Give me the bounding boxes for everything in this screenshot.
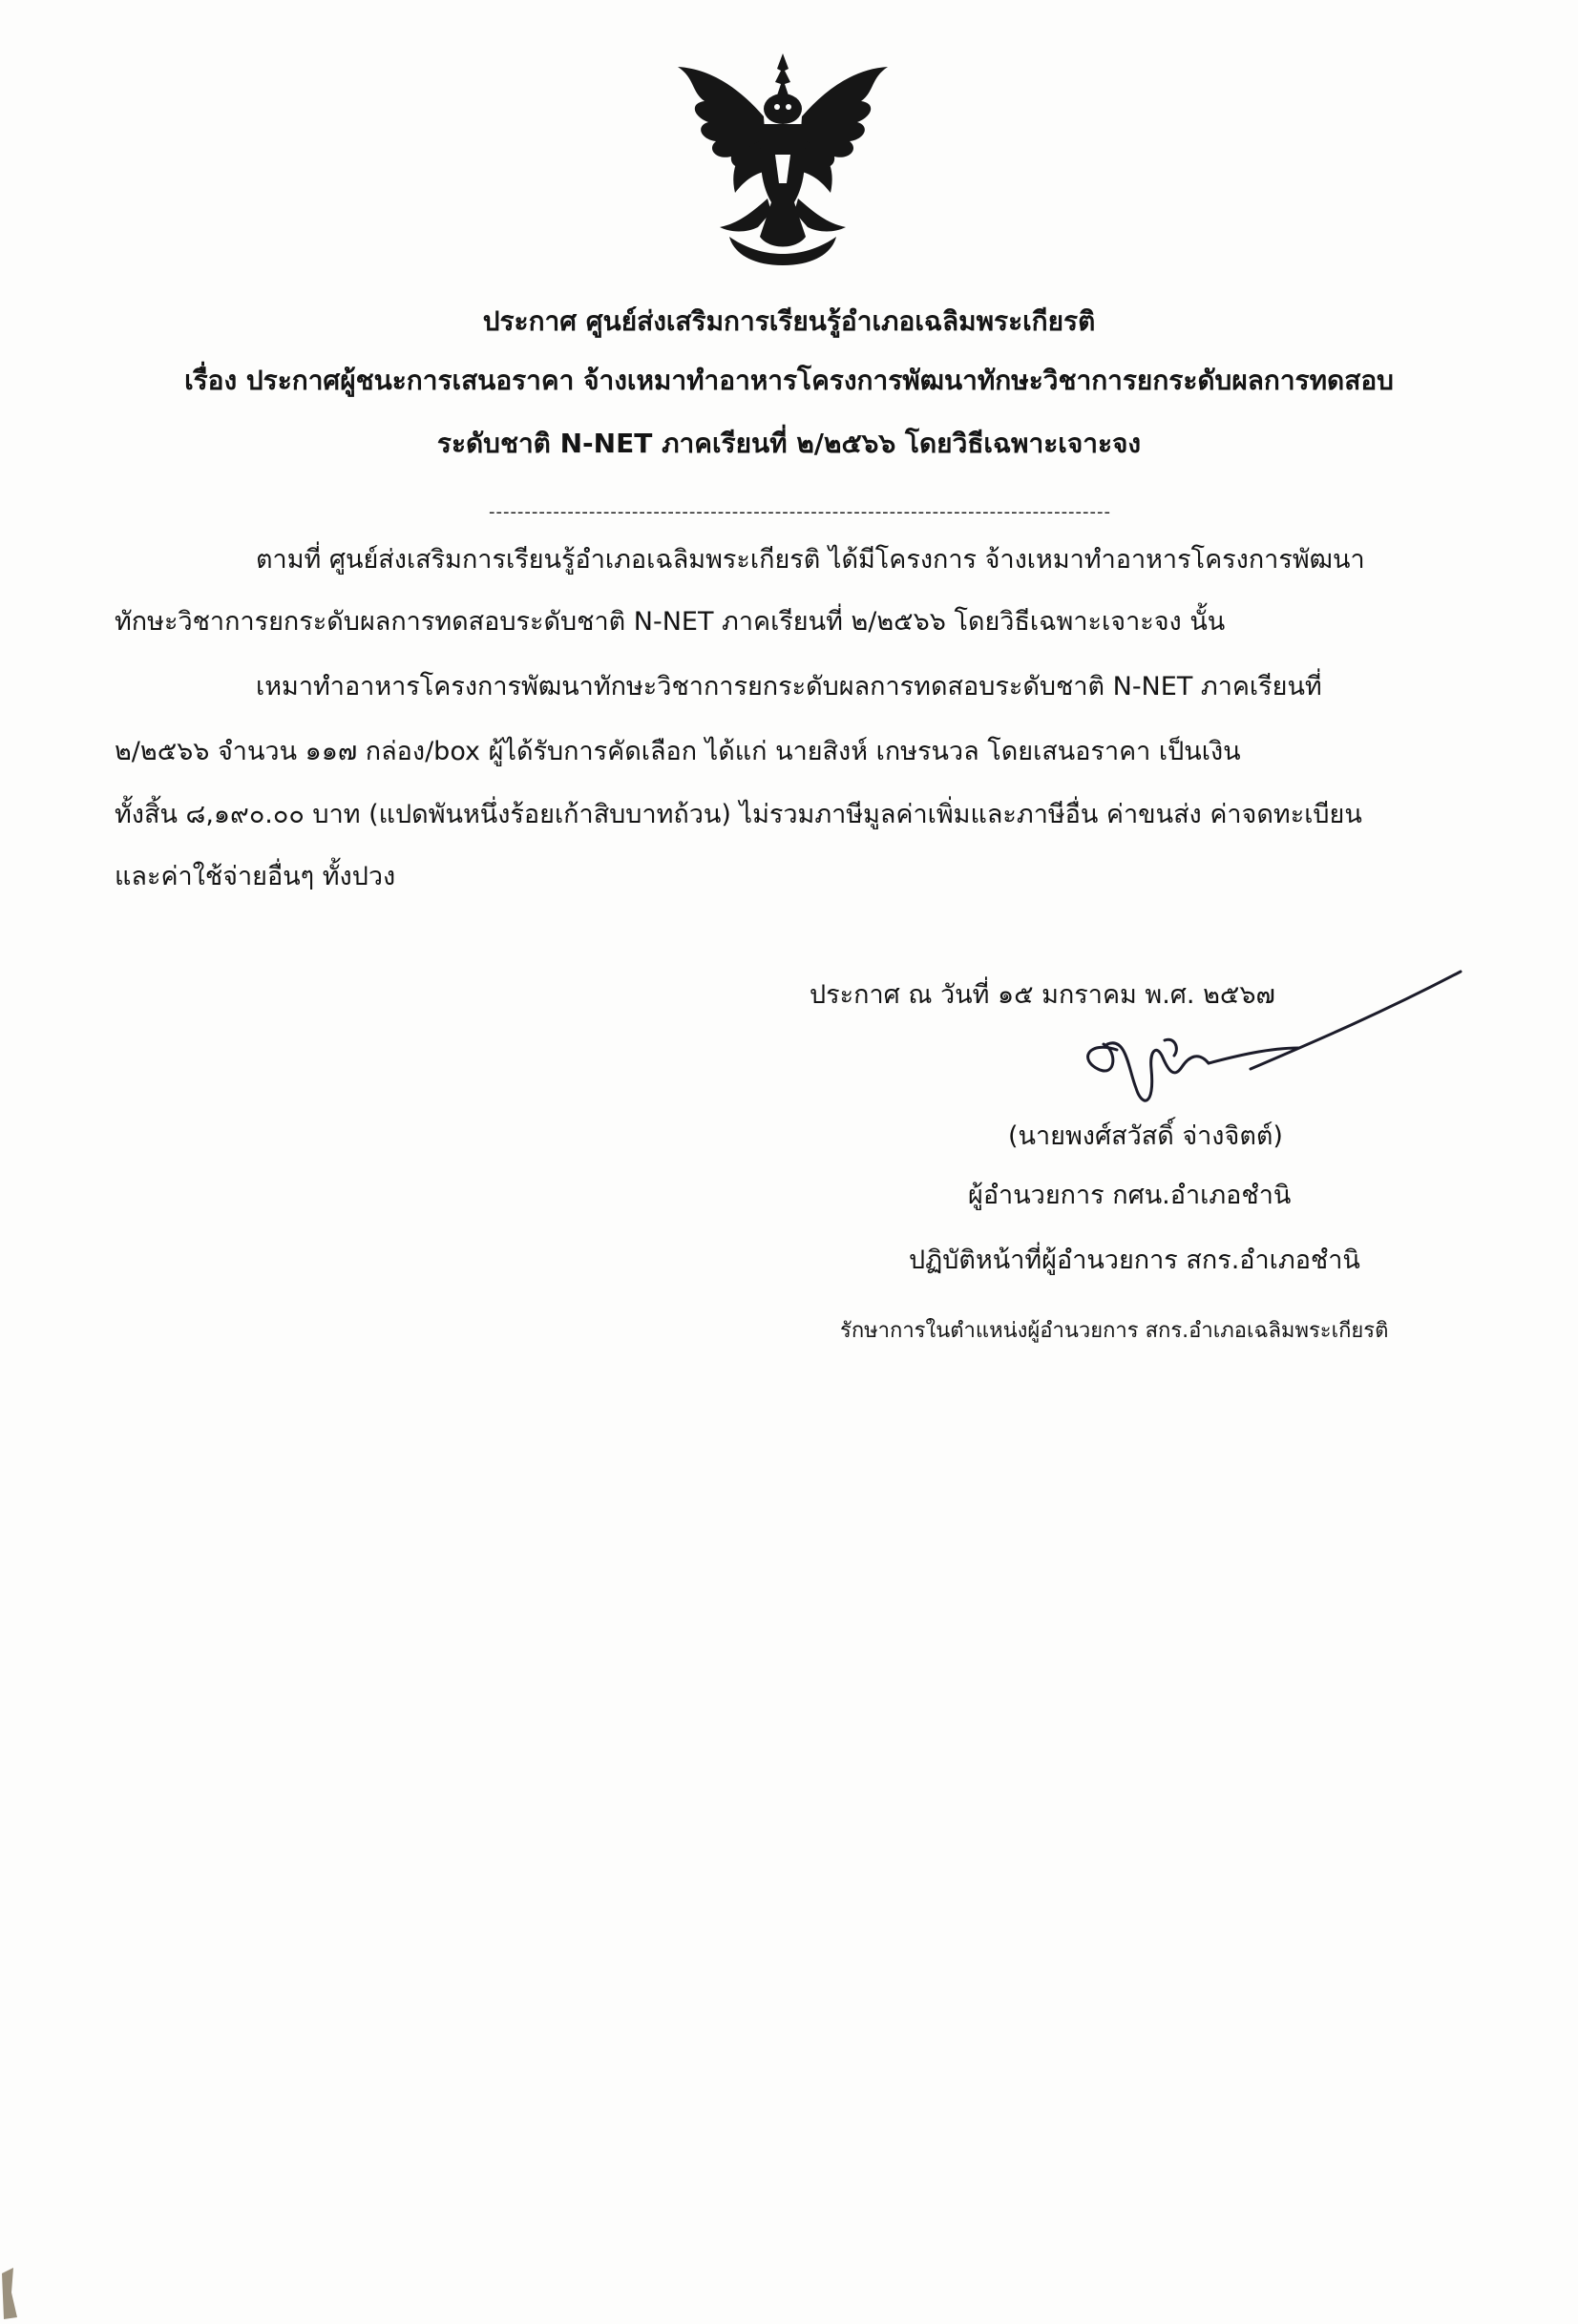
signer-name: (นายพงศ์สวัสดิ์ จ่างจิตต์) bbox=[1008, 1121, 1283, 1151]
body-line: ทักษะวิชาการยกระดับผลการทดสอบระดับชาติ N-NET ภาคเรียนที่ ๒/๒๕๖๖ โดยวิธีเฉพาะเจาะจง นั้น bbox=[115, 607, 1226, 637]
announcement-title: ประกาศ ศูนย์ส่งเสริมการเรียนรู้อำเภอเฉลิมพระเกียรติ bbox=[482, 305, 1096, 337]
body-line: และค่าใช้จ่ายอื่นๆ ทั้งปวง bbox=[115, 862, 396, 891]
announcement-subject: เรื่อง ประกาศผู้ชนะการเสนอราคา จ้างเหมาทำอาหารโครงการพัฒนาทักษะวิชาการยกระดับผลการทดสอบ bbox=[184, 365, 1394, 396]
body-line: ทั้งสิ้น ๘,๑๙๐.๐๐ บาท (แปดพันหนึ่งร้อยเก้าสิบบาทถ้วน) ไม่รวมภาษีมูลค่าเพิ่มและภาษีอื่น ค่าขนส่ง ค่าจดทะเบียน bbox=[115, 800, 1362, 829]
announcement-subject-cont: ระดับชาติ N-NET ภาคเรียนที่ ๒/๒๕๖๖ โดยวิธีเฉพาะเจาะจง bbox=[436, 428, 1142, 459]
body-line: ตามที่ ศูนย์ส่งเสริมการเรียนรู้อำเภอเฉลิมพระเกียรติ ได้มีโครงการ จ้างเหมาทำอาหารโครงการพัฒนา bbox=[256, 545, 1365, 575]
garuda-emblem-icon bbox=[672, 50, 894, 269]
signer-position: ผู้อำนวยการ กศน.อำเภอชำนิ bbox=[968, 1181, 1292, 1210]
signer-position: รักษาการในตำแหน่งผู้อำนวยการ สกร.อำเภอเฉลิมพระเกียรติ bbox=[840, 1319, 1389, 1343]
separator-rule: --------------------------------------------------------------------------------------- bbox=[488, 502, 1112, 522]
handwritten-signature bbox=[1012, 945, 1489, 1136]
body-line: ๒/๒๕๖๖ จำนวน ๑๑๗ กล่อง/box ผู้ได้รับการคัดเลือก ได้แก่ นายสิงห์ เกษรนวล โดยเสนอราคา เป็นเงิน bbox=[115, 737, 1241, 766]
body-line: เหมาทำอาหารโครงการพัฒนาทักษะวิชาการยกระดับผลการทดสอบระดับชาติ N-NET ภาคเรียนที่ bbox=[256, 672, 1322, 701]
signer-position: ปฏิบัติหน้าที่ผู้อำนวยการ สกร.อำเภอชำนิ bbox=[909, 1246, 1360, 1275]
page-edge-mark bbox=[0, 2264, 19, 2321]
announcement-date: ประกาศ ณ วันที่ ๑๕ มกราคม พ.ศ. ๒๕๖๗ bbox=[810, 980, 1275, 1010]
